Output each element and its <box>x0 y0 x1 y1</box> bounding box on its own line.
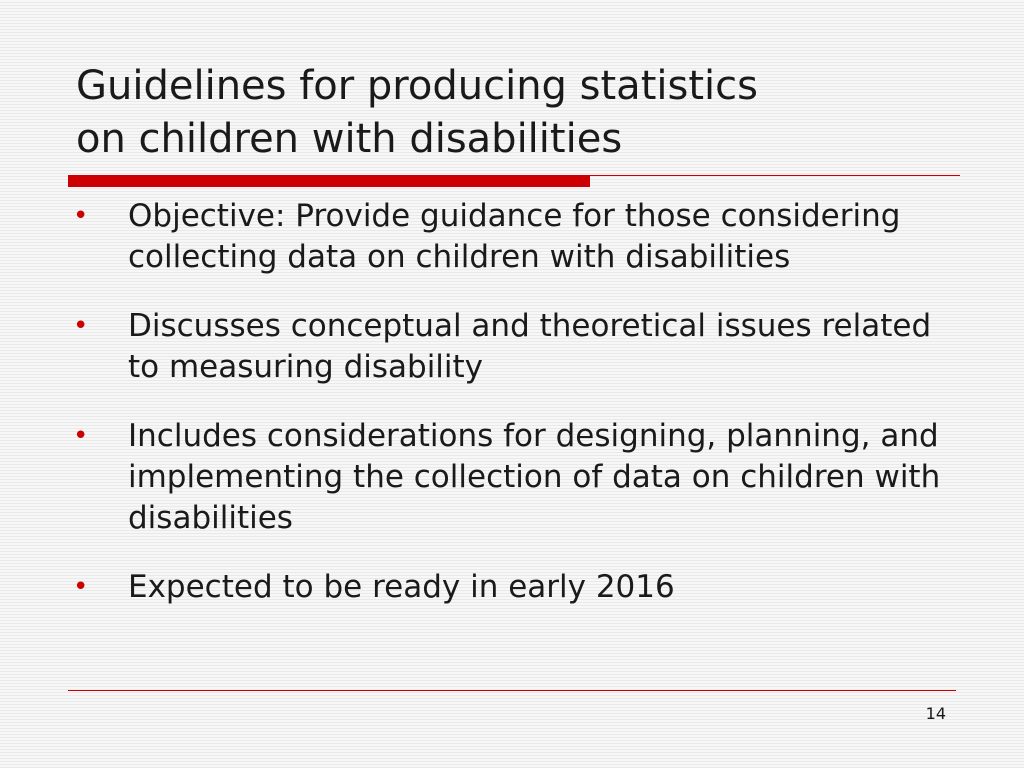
bullet-text: Includes considerations for designing, planning, and implementing the collection of data on children with disabilities <box>128 418 941 536</box>
footer-rule <box>68 690 956 691</box>
bullet-text: Objective: Provide guidance for those considering collecting data on children with disabilities <box>128 198 901 275</box>
page-number: 14 <box>925 704 946 723</box>
title-underline-thick <box>68 175 590 187</box>
bullet-item <box>0 416 958 539</box>
bullet-icon: • <box>73 572 89 602</box>
bullet-item <box>0 196 958 278</box>
bullet-text: Expected to be ready in early 2016 <box>128 569 675 605</box>
title-underline-thin <box>590 175 960 176</box>
bullet-item <box>0 306 958 388</box>
bullet-list <box>0 196 1024 636</box>
bullet-icon: • <box>73 201 89 231</box>
slide-title-line-2: on children with disabilities <box>76 116 623 162</box>
bullet-icon: • <box>73 421 89 451</box>
bullet-item <box>0 567 958 608</box>
bullet-text: Discusses conceptual and theoretical issues related to measuring disability <box>128 308 932 385</box>
slide-title-line-1: Guidelines for producing statistics <box>76 63 758 109</box>
slide-title <box>76 60 956 166</box>
bullet-icon: • <box>73 311 89 341</box>
